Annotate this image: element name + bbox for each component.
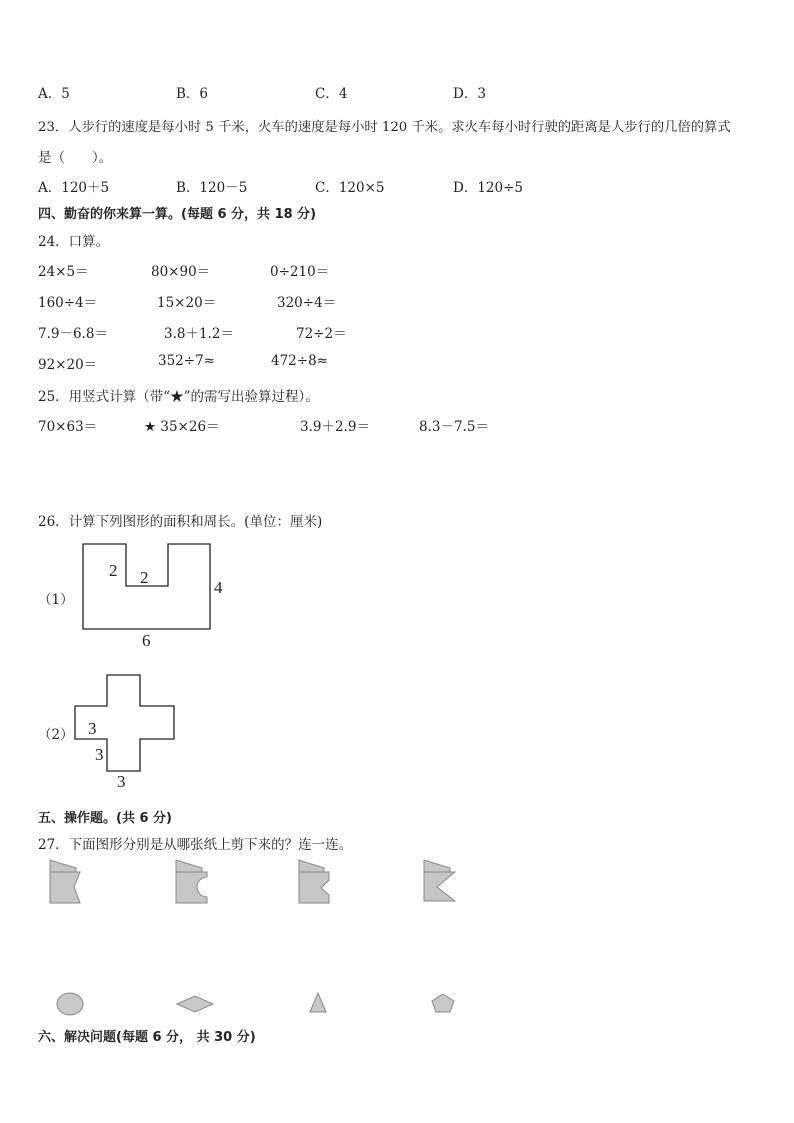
- q24-item: 80×90＝: [151, 264, 211, 280]
- q23-question-line2: 是（ ）。: [38, 150, 113, 166]
- q26-fig2-dim: 3: [95, 745, 104, 764]
- q26-fig1-dim: 2: [140, 568, 149, 587]
- q24-item: 3.8＋1.2＝: [164, 326, 234, 342]
- q23-question-line1: 23．人步行的速度是每小时 5 千米，火车的速度是每小时 120 千米。求火车每小时行驶的距离是人步行的几倍的算式: [38, 120, 731, 135]
- q26-fig2-dim: 3: [88, 719, 97, 738]
- q26-fig1-dim: 4: [214, 578, 223, 597]
- q27-paper-fig-1[interactable]: [50, 860, 80, 903]
- q24-item: 160÷4＝: [38, 295, 98, 311]
- q25-title: 25．用竖式计算（带“★”的需写出验算过程）。: [38, 389, 319, 405]
- q25-item: ★ 35×26＝: [144, 419, 220, 435]
- q26-fig2-label: （2）: [38, 727, 74, 743]
- q24-item: 7.9－6.8＝: [38, 326, 108, 342]
- q24-item: 72÷2＝: [296, 326, 347, 342]
- q24-title: 24．口算。: [38, 234, 110, 250]
- q24-item: 15×20＝: [157, 295, 217, 311]
- section5-title: 五、操作题。(共 6 分): [38, 811, 172, 826]
- q24-item: 92×20＝: [38, 357, 98, 373]
- q22-option-a: A．5: [38, 86, 70, 102]
- q27-paper-fig-2[interactable]: [176, 860, 207, 903]
- q22-option-c: C．4: [315, 86, 348, 102]
- section6-title: 六、解决问题(每题 6 分， 共 30 分): [38, 1030, 256, 1045]
- q26-fig1-label: （1）: [38, 592, 74, 608]
- q25-item: 70×63＝: [38, 419, 98, 435]
- q22-option-d: D．3: [453, 86, 486, 102]
- q24-item: 352÷7≈: [158, 353, 215, 369]
- q24-item: 320÷4＝: [277, 295, 337, 311]
- q24-item: 472÷8≈: [271, 353, 328, 369]
- q24-item: 24×5＝: [38, 264, 89, 280]
- q27-circle-shape[interactable]: [57, 993, 83, 1015]
- q26-fig1-dim: 2: [109, 561, 118, 580]
- q24-item: 0÷210＝: [270, 264, 330, 280]
- q27-paper-fig-3[interactable]: [299, 860, 329, 903]
- q22-option-b: B．6: [176, 86, 209, 102]
- q26-fig1-dim: 6: [142, 631, 151, 650]
- q25-item: 8.3－7.5＝: [419, 419, 489, 435]
- q26-fig2-dim: 3: [117, 772, 126, 791]
- q26-title: 26．计算下列图形的面积和周长。(单位：厘米): [38, 514, 323, 530]
- q23-option-b: B．120－5: [176, 180, 248, 196]
- q23-option-c: C．120×5: [315, 180, 385, 196]
- section4-title: 四、勤奋的你来算一算。(每题 6 分，共 18 分): [38, 207, 317, 222]
- q23-option-d: D．120÷5: [453, 180, 523, 196]
- q27-title: 27．下面图形分别是从哪张纸上剪下来的？连一连。: [38, 837, 353, 853]
- q25-item: 3.9＋2.9＝: [300, 419, 370, 435]
- q27-rhombus-shape[interactable]: [177, 996, 213, 1012]
- q27-pentagon-shape[interactable]: [432, 994, 454, 1012]
- q27-triangle-shape[interactable]: [310, 993, 326, 1012]
- q27-paper-fig-4[interactable]: [424, 860, 455, 901]
- q23-option-a: A．120＋5: [38, 180, 110, 196]
